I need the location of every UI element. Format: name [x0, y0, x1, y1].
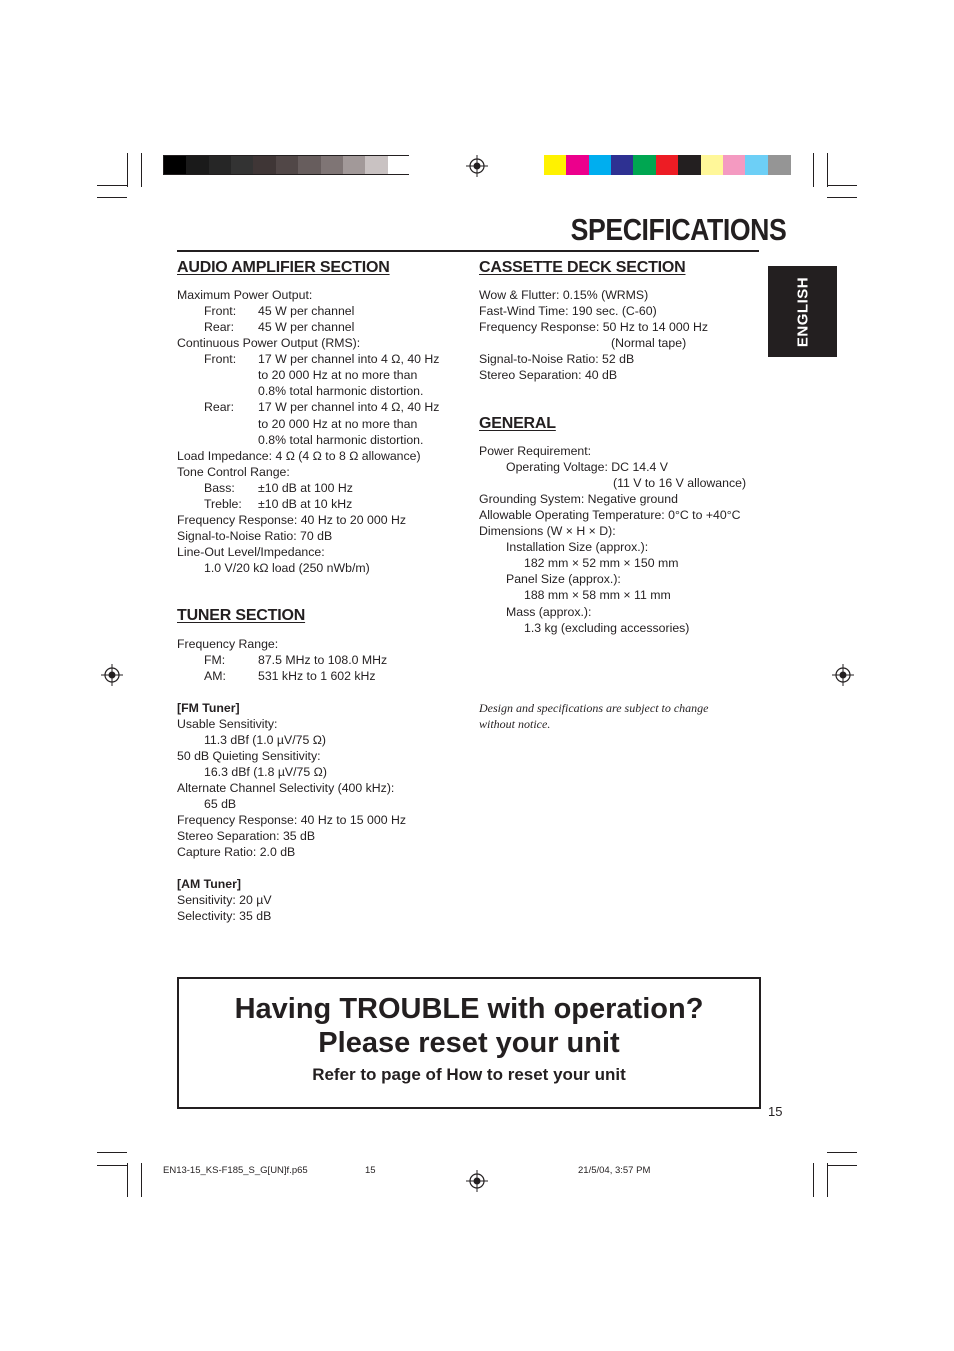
- color-swatch: [388, 156, 411, 174]
- spec-value: 87.5 MHz to 108.0 MHz: [258, 653, 388, 667]
- spec-line: Frequency Response: 50 Hz to 14 000 Hz: [479, 320, 708, 334]
- language-tab-label: ENGLISH: [794, 276, 811, 347]
- crop-mark: [827, 1163, 828, 1197]
- page-title: SPECIFICATIONS: [570, 212, 787, 247]
- crop-mark: [827, 197, 857, 198]
- spec-value: 0.8% total harmonic distortion.: [258, 433, 424, 447]
- color-swatch: [343, 156, 366, 174]
- color-swatch: [186, 156, 209, 174]
- reset-headline: Please reset your unit: [318, 1027, 620, 1059]
- spec-line: Operating Voltage: DC 14.4 V: [506, 460, 669, 474]
- spec-label: FM:: [204, 653, 226, 667]
- registration-mark-icon: [832, 664, 854, 686]
- color-swatch: [544, 155, 567, 175]
- color-swatch: [231, 156, 254, 174]
- audio-heading: AUDIO AMPLIFIER SECTION: [177, 259, 390, 276]
- crop-mark: [827, 1165, 857, 1166]
- spec-line: Fast-Wind Time: 190 sec. (C-60): [479, 304, 657, 318]
- crop-mark: [97, 197, 127, 198]
- grey-calibration-bar: [163, 155, 409, 175]
- spec-value: to 20 000 Hz at no more than: [258, 417, 418, 431]
- color-swatch: [566, 155, 589, 175]
- spec-line: Frequency Response: 40 Hz to 15 000 Hz: [177, 813, 406, 827]
- spec-line: Frequency Response: 40 Hz to 20 000 Hz: [177, 513, 406, 527]
- spec-line: Signal-to-Noise Ratio: 70 dB: [177, 529, 333, 543]
- footer-page: 15: [365, 1165, 376, 1176]
- spec-value: 17 W per channel into 4 Ω, 40 Hz: [258, 400, 440, 414]
- spec-label: Front:: [204, 352, 237, 366]
- spec-label: Treble:: [204, 497, 242, 511]
- notice-line: without notice.: [479, 717, 551, 731]
- color-swatch: [723, 155, 746, 175]
- spec-line: Selectivity: 35 dB: [177, 909, 272, 923]
- spec-line: Continuous Power Output (RMS):: [177, 336, 361, 350]
- color-swatch: [656, 155, 679, 175]
- color-swatch: [276, 156, 299, 174]
- spec-line: Installation Size (approx.):: [506, 540, 649, 554]
- spec-value: 17 W per channel into 4 Ω, 40 Hz: [258, 352, 440, 366]
- spec-line: Grounding System: Negative ground: [479, 492, 678, 506]
- color-swatch: [678, 155, 701, 175]
- spec-line: Line-Out Level/Impedance:: [177, 545, 325, 559]
- reset-reference: Refer to page of How to reset your unit: [312, 1065, 626, 1084]
- spec-value: 531 kHz to 1 602 kHz: [258, 669, 376, 683]
- spec-label: Rear:: [204, 400, 235, 414]
- spec-label: AM:: [204, 669, 226, 683]
- spec-line: Power Requirement:: [479, 444, 592, 458]
- spec-line: Signal-to-Noise Ratio: 52 dB: [479, 352, 635, 366]
- color-swatch: [298, 156, 321, 174]
- color-swatch: [253, 156, 276, 174]
- spec-line: Tone Control Range:: [177, 465, 290, 479]
- spec-line: Mass (approx.):: [506, 605, 592, 619]
- color-swatch: [209, 156, 232, 174]
- spec-value: 0.8% total harmonic distortion.: [258, 384, 424, 398]
- crop-mark: [827, 1152, 857, 1153]
- tuner-heading: TUNER SECTION: [177, 607, 306, 624]
- spec-label: Bass:: [204, 481, 235, 495]
- spec-value: ±10 dB at 100 Hz: [258, 481, 353, 495]
- color-swatch: [611, 155, 634, 175]
- spec-line: 1.0 V/20 kΩ load (250 nWb/m): [204, 561, 370, 575]
- spec-line: Capture Ratio: 2.0 dB: [177, 845, 296, 859]
- spec-line: Frequency Range:: [177, 637, 279, 651]
- color-swatch: [321, 156, 344, 174]
- spec-line: 50 dB Quieting Sensitivity:: [177, 749, 321, 763]
- registration-mark-icon: [101, 664, 123, 686]
- footer-filename: EN13-15_KS-F185_S_G[UN]f.p65: [163, 1165, 308, 1176]
- fm-tuner-heading: [FM Tuner]: [177, 701, 240, 715]
- spec-line: 188 mm × 58 mm × 11 mm: [524, 588, 671, 602]
- spec-line: 182 mm × 52 mm × 150 mm: [524, 556, 679, 570]
- color-swatch: [768, 155, 791, 175]
- color-swatch: [701, 155, 724, 175]
- notice-line: Design and specifications are subject to change: [479, 701, 709, 715]
- title-rule: [177, 250, 759, 252]
- spec-value: ±10 dB at 10 kHz: [258, 497, 353, 511]
- cassette-heading: CASSETTE DECK SECTION: [479, 259, 686, 276]
- color-swatch: [633, 155, 656, 175]
- spec-line: (Normal tape): [611, 336, 687, 350]
- color-swatch: [365, 156, 388, 174]
- crop-mark: [813, 1163, 814, 1197]
- spec-line: Panel Size (approx.):: [506, 572, 621, 586]
- crop-mark: [827, 153, 828, 187]
- spec-value: to 20 000 Hz at no more than: [258, 368, 418, 382]
- crop-mark: [827, 185, 857, 186]
- spec-line: Alternate Channel Selectivity (400 kHz):: [177, 781, 395, 795]
- general-heading: GENERAL: [479, 415, 556, 432]
- am-tuner-heading: [AM Tuner]: [177, 877, 241, 891]
- spec-value: 45 W per channel: [258, 320, 355, 334]
- crop-mark: [127, 1163, 128, 1197]
- spec-line: Maximum Power Output:: [177, 288, 313, 302]
- crop-mark: [127, 153, 128, 187]
- footer-date: 21/5/04, 3:57 PM: [578, 1165, 651, 1176]
- reset-notice-box: [177, 977, 761, 1109]
- crop-mark: [141, 153, 142, 187]
- color-swatch: [589, 155, 612, 175]
- language-tab: [768, 266, 837, 357]
- spec-line: Wow & Flutter: 0.15% (WRMS): [479, 288, 649, 302]
- spec-line: 1.3 kg (excluding accessories): [524, 621, 690, 635]
- spec-line: Stereo Separation: 35 dB: [177, 829, 316, 843]
- registration-mark-icon: [466, 155, 488, 177]
- spec-line: 11.3 dBf (1.0 µV/75 Ω): [204, 733, 327, 747]
- page-number: 15: [768, 1104, 783, 1119]
- spec-line: 65 dB: [204, 797, 237, 811]
- spec-line: Load Impedance: 4 Ω (4 Ω to 8 Ω allowance): [177, 449, 421, 463]
- color-swatch: [745, 155, 768, 175]
- color-swatch: [164, 156, 187, 174]
- trouble-headline: Having TROUBLE with operation?: [234, 993, 704, 1025]
- spec-line: 16.3 dBf (1.8 µV/75 Ω): [204, 765, 327, 779]
- spec-label: Rear:: [204, 320, 235, 334]
- registration-mark-icon: [466, 1170, 488, 1192]
- color-calibration-bar: [544, 155, 790, 175]
- spec-value: 45 W per channel: [258, 304, 355, 318]
- spec-line: Dimensions (W × H × D):: [479, 524, 616, 538]
- crop-mark: [97, 1165, 127, 1166]
- spec-label: Front:: [204, 304, 237, 318]
- spec-line: (11 V to 16 V allowance): [613, 476, 747, 490]
- crop-mark: [141, 1163, 142, 1197]
- spec-line: Sensitivity: 20 µV: [177, 893, 272, 907]
- crop-mark: [97, 185, 127, 186]
- spec-line: Usable Sensitivity:: [177, 717, 278, 731]
- crop-mark: [813, 153, 814, 187]
- spec-line: Stereo Separation: 40 dB: [479, 368, 618, 382]
- spec-line: Allowable Operating Temperature: 0°C to +40°C: [479, 508, 741, 522]
- crop-mark: [97, 1152, 127, 1153]
